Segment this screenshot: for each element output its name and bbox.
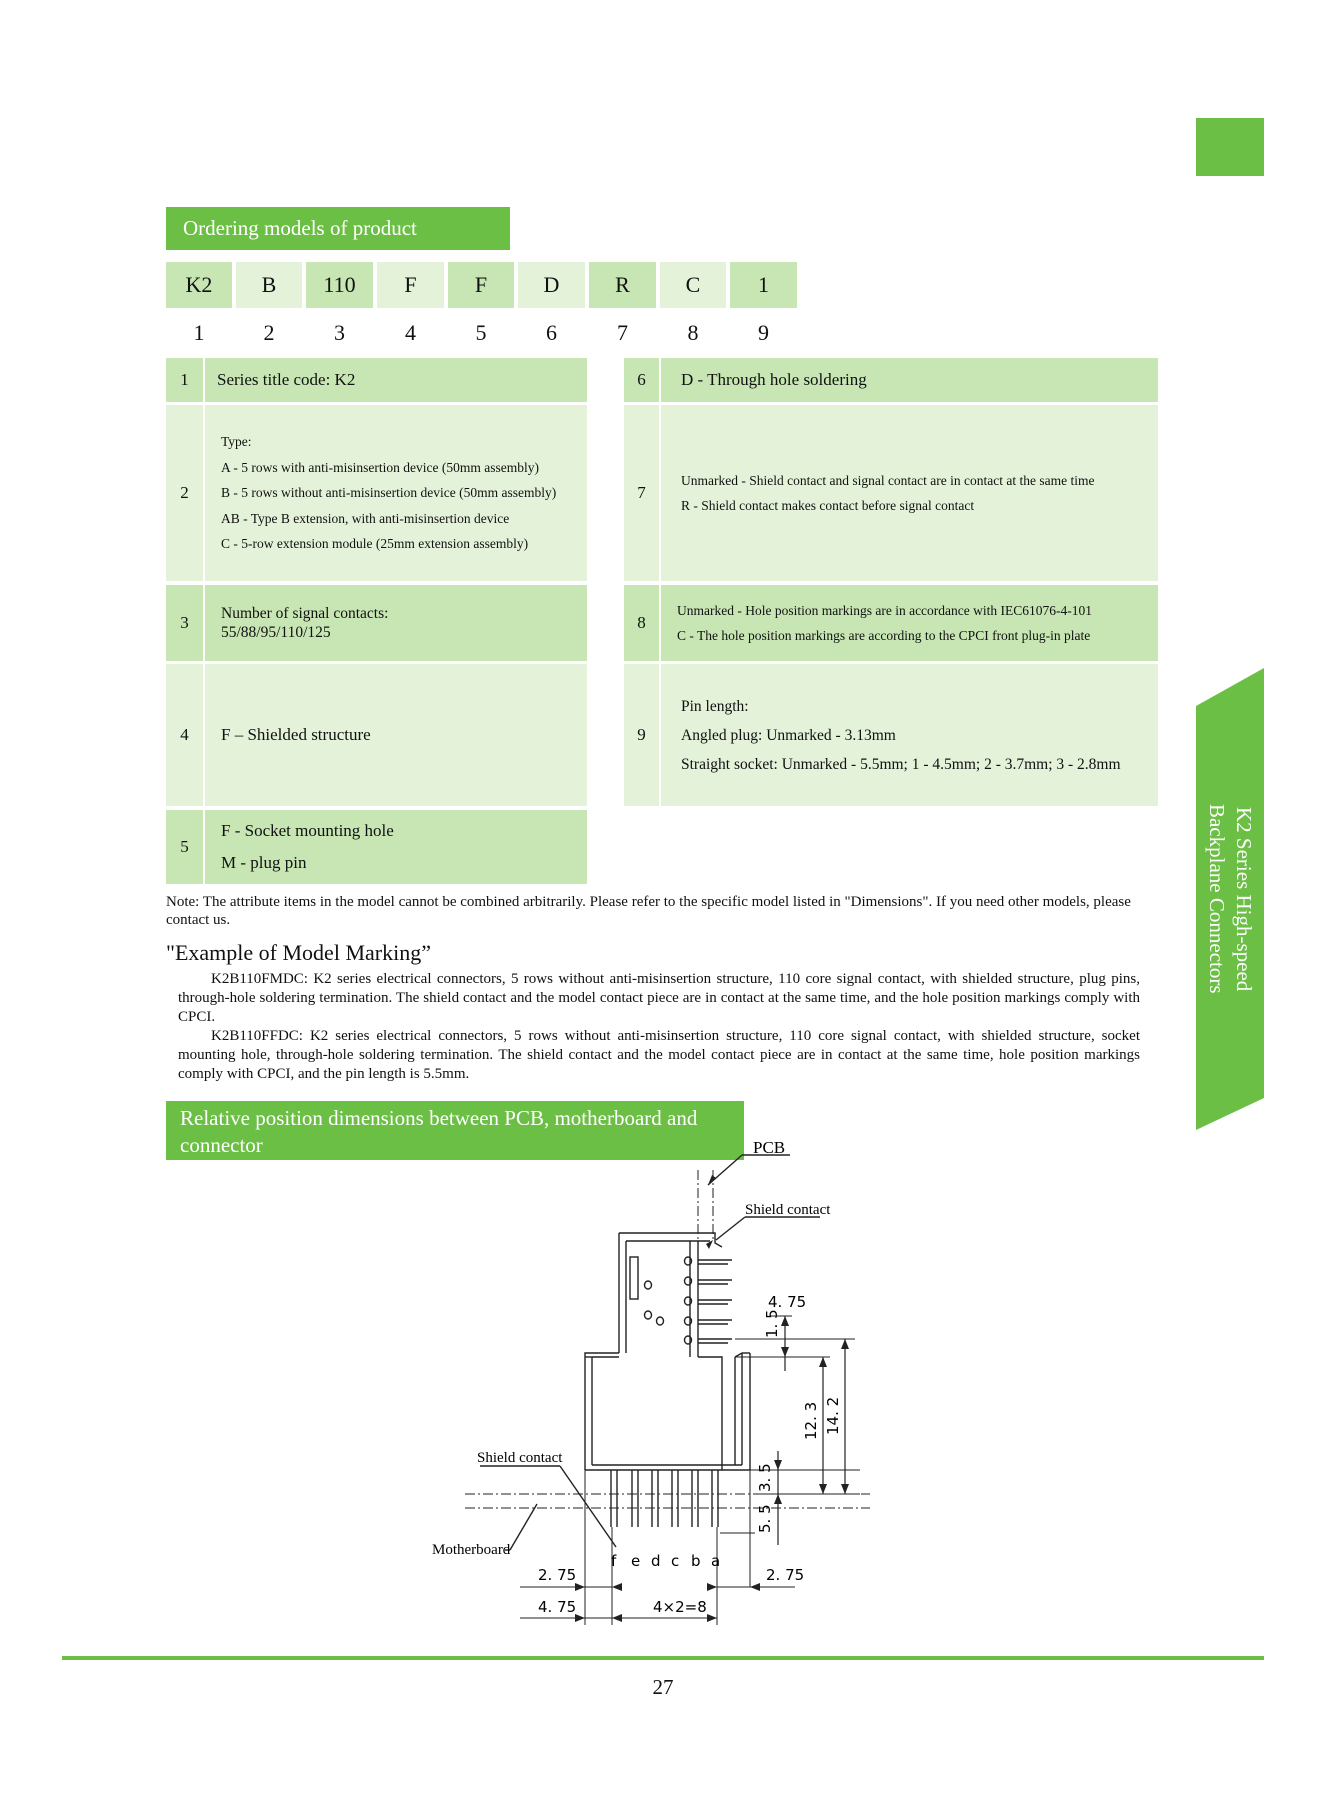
attr-line: Pin length: [681,697,749,715]
section-header-ordering [166,207,510,250]
model-position: 1 [193,320,205,345]
attr-line: Angled plug: Unmarked - 3.13mm [681,726,896,744]
row-letter: c [671,1552,680,1570]
attr-desc-6 [661,358,1158,402]
row-letter: f [611,1552,617,1570]
attr-num: 4 [166,664,203,806]
model-code-cell: C [660,262,726,308]
side-banner-line: K2 Series High-speed [1232,806,1256,992]
attr-line: Straight socket: Unmarked - 5.5mm; 1 - 4.5mm; 2 - 3.7mm; 3 - 2.8mm [681,755,1121,773]
dim-label: 4. 75 [768,1293,807,1311]
attr-text: F – Shielded structure [221,725,371,744]
model-code-cell: B [236,262,302,308]
dim-label: 1. 5 [763,1309,781,1338]
attr-num: 7 [624,405,659,581]
example-paragraph-1: K2B110FMDC: K2 series electrical connectors, 5 rows without anti-misinsertion structure, 110 core signal contact, with shielded structure, plug pins, through-hole soldering termination. The shield contact and the model contact piece are in contact at the same time, and the hole position markings comply with CPCI. [178,971,1140,1025]
dim-label: 2. 75 [766,1566,805,1584]
model-code-cell: F [377,262,444,308]
dim-label: 2. 75 [538,1566,577,1584]
attr-desc-1 [205,358,587,402]
model-position: 9 [758,320,769,345]
attr-text: Series title code: K2 [217,370,356,389]
label-motherboard: Motherboard [432,1542,511,1558]
footer-divider [62,1656,1264,1660]
model-position: 7 [617,320,628,345]
corner-tab [1196,118,1264,176]
attr-line: M - plug pin [221,853,307,872]
model-position: 3 [334,320,345,345]
attr-num: 2 [166,405,203,581]
model-code-cell: K2 [166,262,232,308]
dim-label: 4×2=8 [653,1598,707,1616]
model-code-cell: F [448,262,514,308]
row-letter: b [691,1552,701,1570]
section-title: Relative position dimensions between PCB, motherboard and connector [180,1106,698,1157]
section-title: Ordering models of product [183,216,417,240]
attr-line: C - 5-row extension module (25mm extension assembly) [221,536,529,552]
attr-line: Unmarked - Shield contact and signal contact are in contact at the same time [681,472,1095,488]
row-letter: a [711,1552,721,1570]
row-letter: d [651,1552,661,1570]
attr-desc-4 [205,664,587,806]
dimension-drawing [420,1125,880,1650]
attr-line: 55/88/95/110/125 [221,624,331,641]
attr-num: 1 [166,358,203,402]
attr-desc-2 [205,405,587,581]
attr-line: Type: [221,434,252,450]
model-code-cell: 1 [730,262,797,308]
model-code-cell: 110 [306,262,373,308]
attr-line: B - 5 rows without anti-misinsertion device (50mm assembly) [221,485,557,501]
dim-label: 14. 2 [824,1396,842,1435]
attr-line: F - Socket mounting hole [221,821,394,840]
attr-num: 5 [166,810,203,884]
attr-line: Number of signal contacts: [221,605,389,622]
attr-num: 3 [166,585,203,661]
attr-line: AB - Type B extension, with anti-misinsertion device [221,510,510,526]
dim-label: 4. 75 [538,1598,577,1616]
attr-desc-7 [661,405,1158,581]
label-pcb: PCB [753,1138,786,1157]
dim-label: 12. 3 [802,1401,820,1440]
model-code-cell: D [518,262,585,308]
label-shield-contact-bottom: Shield contact [477,1450,563,1466]
model-position: 4 [405,320,416,345]
dim-label: 3. 5 [756,1463,774,1492]
attr-desc-5 [205,810,587,884]
row-letter: e [631,1552,641,1570]
attr-line: C - The hole position markings are according to the CPCI front plug-in plate [677,628,1091,643]
attr-num: 8 [624,585,659,661]
side-banner-line: Backplane Connectors [1205,804,1229,994]
attr-desc-8 [661,585,1158,661]
model-position: 8 [687,320,699,345]
label-shield-contact-top: Shield contact [745,1202,831,1218]
attr-line: Unmarked - Hole position markings are in accordance with IEC61076-4-101 [677,602,1093,618]
side-banner-text [1196,668,1264,1130]
attr-line: R - Shield contact makes contact before signal contact [681,498,975,513]
attr-desc-3 [205,585,587,661]
attr-desc-9 [661,664,1158,806]
page-number: 27 [652,1675,674,1699]
note-text: Note: The attribute items in the model cannot be combined arbitrarily. Please refer to the specific model listed in "Dimensions". If you need other models, please contact us. [166,894,1131,928]
example-paragraph-2: K2B110FFDC: K2 series electrical connectors, 5 rows without anti-misinsertion structure, 110 core signal contact, with shielded structure, socket mounting hole, through-hole soldering termination. The shield contact and the model contact piece are in contact at the same time, hole position markings comply with CPCI, and the pin length is 5.5mm. [178,1028,1140,1082]
model-position: 2 [263,320,275,345]
attr-text: D - Through hole soldering [681,370,867,389]
attr-line: A - 5 rows with anti-misinsertion device (50mm assembly) [221,459,539,475]
model-position: 5 [475,320,487,345]
model-code-cell: R [589,262,656,308]
attr-num: 6 [624,358,659,402]
attr-num: 9 [624,664,659,806]
model-position: 6 [546,320,557,345]
dim-label: 5. 5 [756,1504,774,1533]
example-title: "Example of Model Marking” [166,940,431,965]
